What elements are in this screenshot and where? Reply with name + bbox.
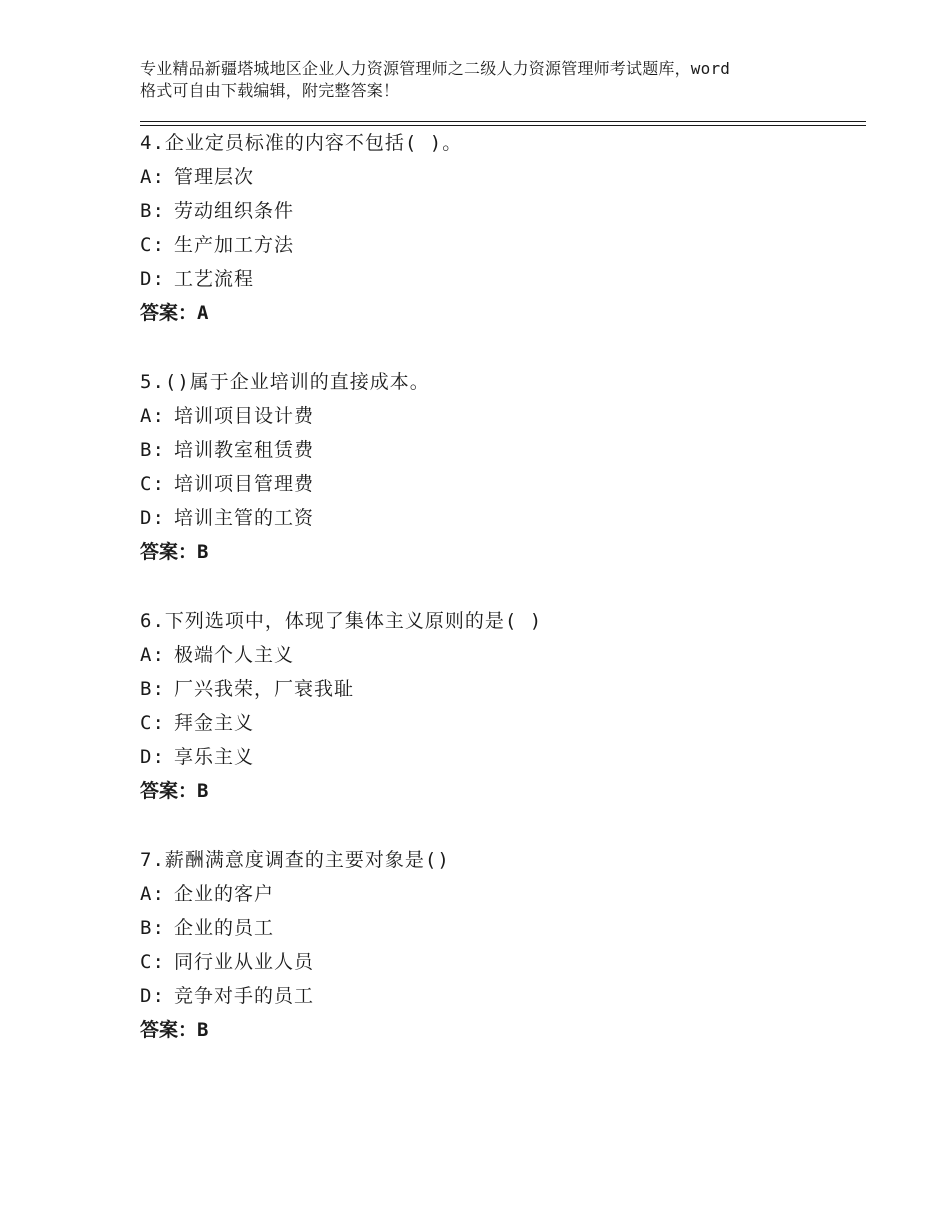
question-block [140,843,840,1047]
answer-value: B [197,541,209,563]
option-letter: A: [140,166,165,188]
question-block [140,365,840,569]
option-b [140,433,840,467]
option-letter: C: [140,712,165,734]
option-letter: C: [140,473,165,495]
option-c [140,228,840,262]
answer-line [140,535,840,569]
option-text: 同行业从业人员 [174,951,315,973]
answer-line [140,774,840,808]
option-b [140,911,840,945]
option-c [140,945,840,979]
option-letter: C: [140,951,165,973]
option-text: 享乐主义 [174,746,255,768]
option-b [140,194,840,228]
question-block [140,126,840,330]
option-text: 企业的客户 [174,883,275,905]
option-text: 生产加工方法 [174,234,295,256]
option-letter: B: [140,917,165,939]
header-line-2: 格式可自由下载编辑，附完整答案！ [140,81,400,100]
answer-value: A [197,302,209,324]
header-line-1: 专业精品新疆塔城地区企业人力资源管理师之二级人力资源管理师考试题库，word [140,59,731,78]
option-text: 竞争对手的员工 [174,985,315,1007]
question-stem: 7.薪酬满意度调查的主要对象是() [140,849,450,871]
question-stem: 4.企业定员标准的内容不包括( )。 [140,132,463,154]
document-header [140,58,830,102]
answer-line [140,1013,840,1047]
option-b [140,672,840,706]
option-letter: D: [140,507,165,529]
question-block [140,604,840,808]
question-stem: 6.下列选项中，体现了集体主义原则的是( ) [140,610,543,632]
option-text: 工艺流程 [174,268,255,290]
option-letter: D: [140,985,165,1007]
option-a [140,399,840,433]
option-d [140,740,840,774]
option-letter: B: [140,439,165,461]
option-letter: A: [140,405,165,427]
option-letter: B: [140,678,165,700]
option-a [140,638,840,672]
header-divider-top [140,121,866,122]
option-text: 劳动组织条件 [174,200,295,222]
option-text: 培训项目管理费 [174,473,315,495]
answer-label: 答案： [140,780,198,802]
answer-value: B [197,780,209,802]
option-letter: D: [140,746,165,768]
option-text: 极端个人主义 [174,644,295,666]
option-letter: C: [140,234,165,256]
option-letter: A: [140,644,165,666]
answer-line [140,296,840,330]
option-text: 培训主管的工资 [174,507,315,529]
answer-label: 答案： [140,541,198,563]
option-c [140,467,840,501]
option-letter: A: [140,883,165,905]
option-a [140,160,840,194]
option-text: 企业的员工 [174,917,275,939]
option-d [140,501,840,535]
option-text: 管理层次 [174,166,255,188]
question-stem: 5.()属于企业培训的直接成本。 [140,371,430,393]
option-text: 拜金主义 [174,712,255,734]
answer-label: 答案： [140,1019,198,1041]
answer-label: 答案： [140,302,198,324]
option-c [140,706,840,740]
option-letter: D: [140,268,165,290]
option-text: 培训项目设计费 [174,405,315,427]
answer-value: B [197,1019,209,1041]
option-letter: B: [140,200,165,222]
option-d [140,262,840,296]
option-text: 厂兴我荣，厂衰我耻 [174,678,355,700]
option-a [140,877,840,911]
option-d [140,979,840,1013]
option-text: 培训教室租赁费 [174,439,315,461]
